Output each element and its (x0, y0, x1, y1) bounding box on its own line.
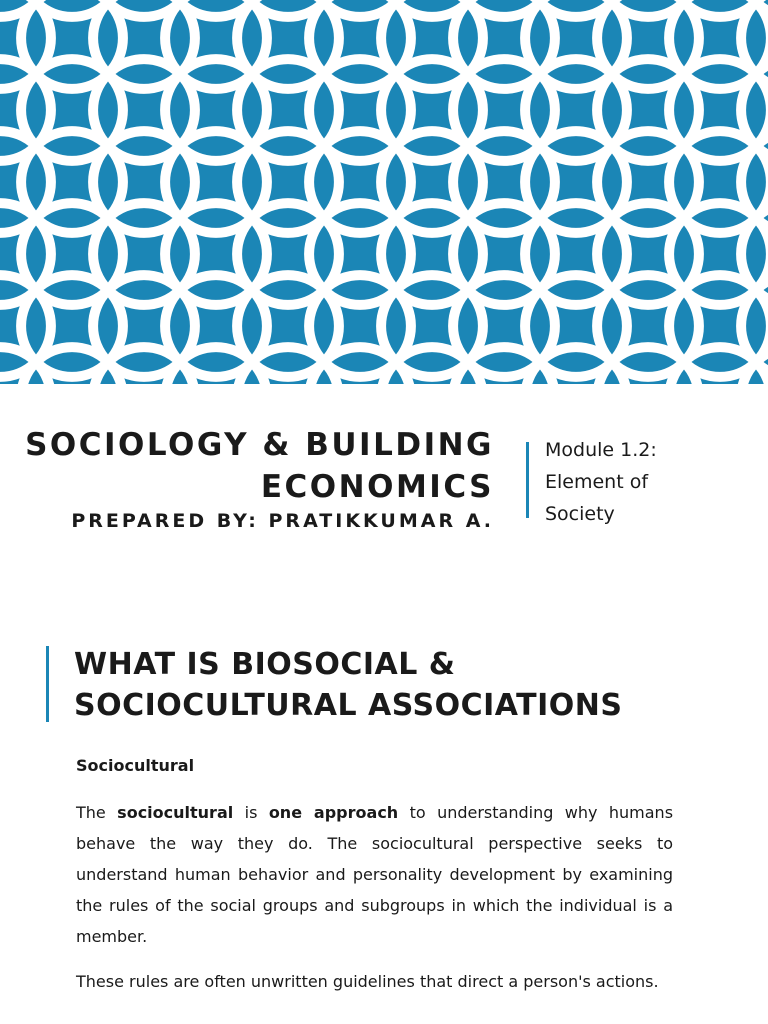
paragraph-1 (76, 797, 673, 952)
para1-text-1: The (76, 803, 118, 822)
para1-text-3: to understanding why humans behave the way they do. The sociocultural perspective seeks to understand human behavior and personality development by examining the rules of the social groups and subgroups in which the individual is a member. (76, 803, 674, 946)
para1-bold-2: one approach (268, 803, 399, 822)
section-heading-line1: WHAT IS BIOSOCIAL & (74, 647, 456, 682)
module-label-line1: Module 1.2: (545, 439, 657, 461)
deck-title-line1: SOCIOLOGY & BUILDING (25, 427, 494, 463)
prepared-by: PREPARED BY: PRATIKKUMAR A. (71, 510, 494, 532)
module-label-line2: Element of (545, 471, 649, 493)
circle-pattern-graphic (0, 0, 768, 384)
module-label-line3: Society (545, 503, 615, 525)
title-slide (0, 384, 768, 570)
module-label (545, 434, 725, 530)
pattern-banner (0, 0, 768, 384)
para1-bold-1: sociocultural (117, 803, 234, 822)
module-divider (526, 442, 529, 518)
section-heading-line2: SOCIOCULTURAL ASSOCIATIONS (74, 688, 623, 723)
subheading: Sociocultural (76, 756, 195, 775)
content-slide (0, 630, 768, 1024)
heading-accent-bar (46, 646, 49, 722)
para1-text-2: is (233, 803, 269, 822)
deck-title-line2: ECONOMICS (260, 469, 494, 505)
paragraph-2: These rules are often unwritten guidelines that direct a person's actions. (76, 972, 659, 991)
title-block (25, 424, 494, 534)
deck-title (25, 424, 494, 508)
section-heading (74, 644, 734, 726)
